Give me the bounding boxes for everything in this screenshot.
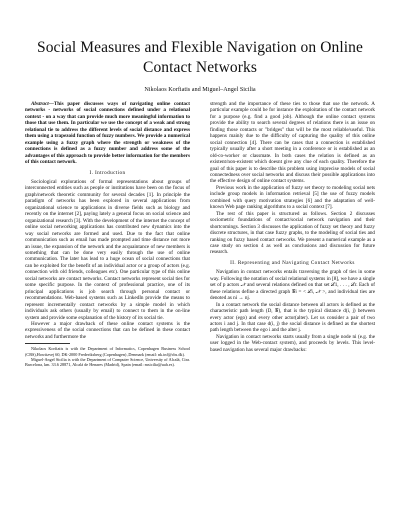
paragraph: In a contact network the social distance between all actors is defined as the characteristic path length (D, 𝒢), that is the typical distance d(i, j) between every actor (ego) and every other actor(alter). Let us consider a pair of two actors i and j. In that case d(i, j) the social distance is defined as the shortest path length between the ego i and the alter j. bbox=[210, 301, 375, 334]
footnote: Nikolaos Korfiatis is with the Department of Informatics, Copenhagen Business School (CBS),Howitzvej 60, DK-2000 Frederiksberg (Copenhagen) ,Denmark (email: nk.inf@cbs.dk). bbox=[25, 346, 190, 357]
paragraph: However a major drawback of these online contact systems is the expressiveness of the social connections that can be defined in these contact networks and furthermore the bbox=[25, 320, 190, 340]
abstract-lead: Abstract— bbox=[31, 101, 54, 107]
paragraph: Sociological explorations of formal representations about groups of interconnected entities such as people or institutions have been on the focus of graph/network theoretic community for several decades [1]. In principle the paradigm of networks has been explored in several applications from organizational science to applications in diverse fields such as biology and recently on the internet [2], paying lately a general focus on social science and organizational research [3]. With the development of the internet the concept of online social networking applications has contributed new dynamics into the way social networks are formed and used. Due to the fact that online communication such as email has made prompted and time distance not more an issue, the expansion of the network and the acquaintance of new members is something that can be done very easily through the use of online communication. The later has lead to a huge ocean of social connections that can be exploited for the benefit of an individual actor or a group of actors (e.g. connection with old friends, colleagues etc). One particular type of this online social networks are contact networks. Contact networks represent social ties for some specific purpose. In the context of professional practice, one of its principal applications is job search through personal contact or recommendations. Web-based systems such as LinkedIn provide the means to represent incrementally contact networks by a simple model in which individuals ask others (usually by email) to connect to them in the on-line system and provide some explanation of the history of its social tie. bbox=[25, 178, 190, 321]
abstract bbox=[25, 101, 190, 166]
paper-title: Social Measures and Flexible Navigation on Online Contact Networks bbox=[36, 39, 364, 76]
paper-authors: Nikolaos Korfiatis and Miguel–Angel Sicilia bbox=[144, 86, 256, 93]
footnote: Miguel-Angel Sicilia is with the Department of Computer Science, University of Alcalá, Ctra. Barcelona, km. 33.6 28871, Alcalá de Henares (Madrid), Spain (email: msicilia@uah.es). bbox=[25, 356, 190, 367]
section-heading-introduction: I. Introduction bbox=[89, 169, 126, 176]
paragraph: Navigation in contact networks starts usually from a single node ni (e.g. the user logged in the Web-contact system), and proceeds by levels. This level-based navigation has several major drawbacks: bbox=[210, 333, 375, 353]
footnote-divider bbox=[25, 343, 70, 344]
left-column bbox=[25, 101, 190, 501]
paragraph: The rest of this paper is structured as follows. Section 2 discusses sociometric foundations of contact/social network navigation and their shortcomings. Section 3 discusses the application of fuzzy set theory and fuzzy discrete structures, in that case fuzzy graphs, to the modeling of social ties and ranking on fuzzy based contact networks. We present a numerical example as a case study on section 4 as well as conclusions and discussion for future research. bbox=[210, 210, 375, 256]
right-column bbox=[210, 101, 375, 496]
paragraph: Navigation in contact networks entails traversing the graph of ties in some way. Following the notation of social relational systems in [8], we have a single set of p actors 𝒩 and several relations defined on that set ℒ1, . . . , ℒr. Each of these relations define a directed graph 𝒢i = < ℒi, 𝒩 >, and individual ties are denoted as ni → nj. bbox=[210, 269, 375, 302]
abstract-text: This paper discusses ways of navigating online contact networks - networks of social connections defined under a relational context - on a way that can provide much more meaningful information to those that use them. In particular we use the concept of a weak and strong relational tie to address the different levels of social distance and express them using a trapezoid function of fuzzy numbers. We provide a numerical example using a fuzzy graph where the strength or weakness of the connections is defined as a fuzzy number and address some of the advantages of this approach to provide better information for the members of this contact network. bbox=[25, 101, 190, 166]
paragraph: strength and the importance of these ties to those that use the network. A particular example could be for instance the exploitation of the contact network for a purpose (e.g. find a good job). Although the online contact systems provide the ability to search several degrees of relations there is an issue on finding those contacts or "bridges" that will be the most reliable/useful. This happens mainly due to the difficulty of capturing the quality of this online social connection [4]. There can be cases that a connection is established typically usually after a short meeting in a conference or is established as an old-co-worker or classmate. In both cases the relation is defined as an existent/non-existent which doesnt give any clue of each quality. Therefore the goal of this paper is to describe this problem using imprecise models of social connectedness over social networks and discuss their possible applications into the effective design of online contact systems. bbox=[210, 101, 375, 185]
section-heading-representing: II. Representing and Navigating Contact Networks bbox=[230, 259, 355, 266]
paragraph: Previous work in the application of fuzzy set theory to modeling social nets include group models in information retrieval [5] the use of fuzzy models combined with query motivation strategies [6] and the adaptation of well-known Web page ranking algorithms to a social context [7]. bbox=[210, 184, 375, 211]
